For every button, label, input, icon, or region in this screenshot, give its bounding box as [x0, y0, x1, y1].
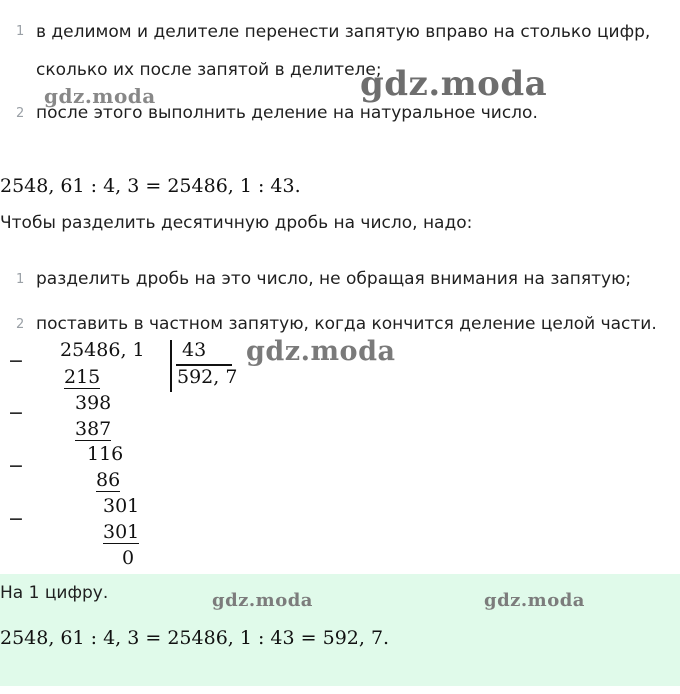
final-remainder: 0 [122, 547, 135, 569]
rule-bottom-text-1: разделить дробь на это число, не обращая внимания на запятую; [36, 269, 632, 289]
answer-equation: 2548, 61 : 4, 3 = 25486, 1 : 43 = 592, 7. [0, 627, 390, 649]
rule-top-text-1-cont: сколько их после запятой в делителе; [36, 60, 382, 80]
watermark-logo: gdz.moda [484, 590, 585, 611]
rule-bottom-text-2: поставить в частном запятую, когда кончится деление целой части. [36, 314, 657, 334]
watermark-logo: gdz.moda [246, 336, 396, 367]
transform-equation: 2548, 61 : 4, 3 = 25486, 1 : 43. [0, 175, 301, 197]
answer-text: На 1 цифру. [0, 583, 109, 603]
step-subtrahend: 301 [103, 521, 140, 543]
rule-top-number-1: 1 [16, 24, 25, 39]
dividend: 25486, 1 [60, 339, 145, 361]
watermark-logo: gdz.moda [44, 84, 156, 108]
rule-top-text-2: после этого выполнить деление на натуральное число. [36, 103, 538, 123]
watermark-logo: gdz.moda [212, 590, 313, 611]
rule-bottom-number-1: 1 [16, 272, 25, 287]
watermark-logo: gdz.moda [360, 64, 548, 104]
rule-top-text-1: в делимом и делителе перенести запятую вправо на столько цифр, [36, 22, 651, 42]
step-remainder: 116 [87, 443, 124, 465]
rule-intro: Чтобы разделить десятичную дробь на число, надо: [0, 213, 473, 233]
step-subtrahend: 215 [64, 366, 101, 388]
rule-bottom-number-2: 2 [16, 317, 25, 332]
step-subtrahend: 86 [96, 469, 121, 491]
quotient: 592, 7 [177, 366, 238, 388]
minus-sign: − [8, 508, 24, 530]
rule-top-number-2: 2 [16, 106, 25, 121]
step-remainder: 301 [103, 495, 140, 517]
step-remainder: 398 [75, 392, 112, 414]
division-bracket-vertical [170, 340, 172, 392]
minus-sign: − [8, 402, 24, 424]
step-subtrahend: 387 [75, 418, 112, 440]
divisor: 43 [182, 339, 207, 361]
minus-sign: − [8, 350, 24, 372]
minus-sign: − [8, 455, 24, 477]
